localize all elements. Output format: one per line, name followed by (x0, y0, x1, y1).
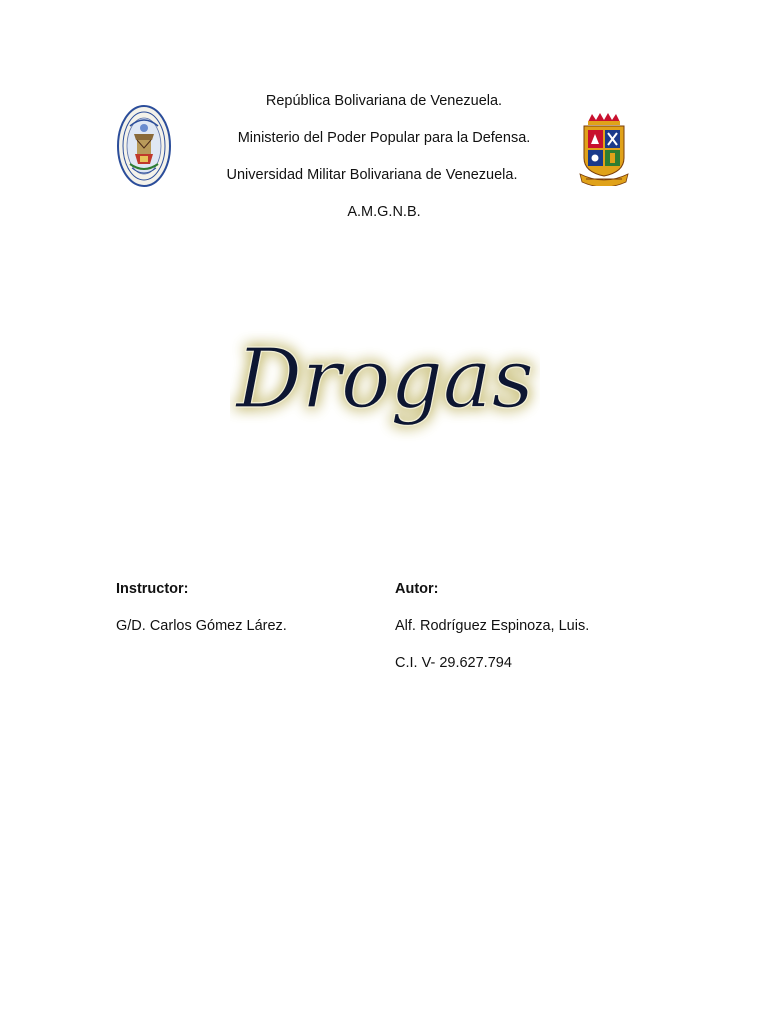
document-title (230, 305, 540, 465)
author-id: C.I. V- 29.627.794 (395, 655, 512, 671)
instructor-name: G/D. Carlos Gómez Lárez. (116, 618, 287, 634)
header-ministry: Ministerio del Poder Popular para la Defensa. (237, 130, 531, 146)
header-academy: A.M.G.N.B. (347, 204, 421, 220)
author-label: Autor: (395, 581, 439, 597)
title-text: Drogas (236, 332, 534, 427)
header-republic: República Bolivariana de Venezuela. (265, 93, 503, 109)
university-seal-icon (116, 104, 172, 193)
author-name: Alf. Rodríguez Espinoza, Luis. (395, 618, 590, 634)
academy-coat-of-arms-icon (578, 112, 630, 191)
instructor-label: Instructor: (116, 581, 189, 597)
header-university: Universidad Militar Bolivariana de Venezuela. (226, 167, 518, 183)
